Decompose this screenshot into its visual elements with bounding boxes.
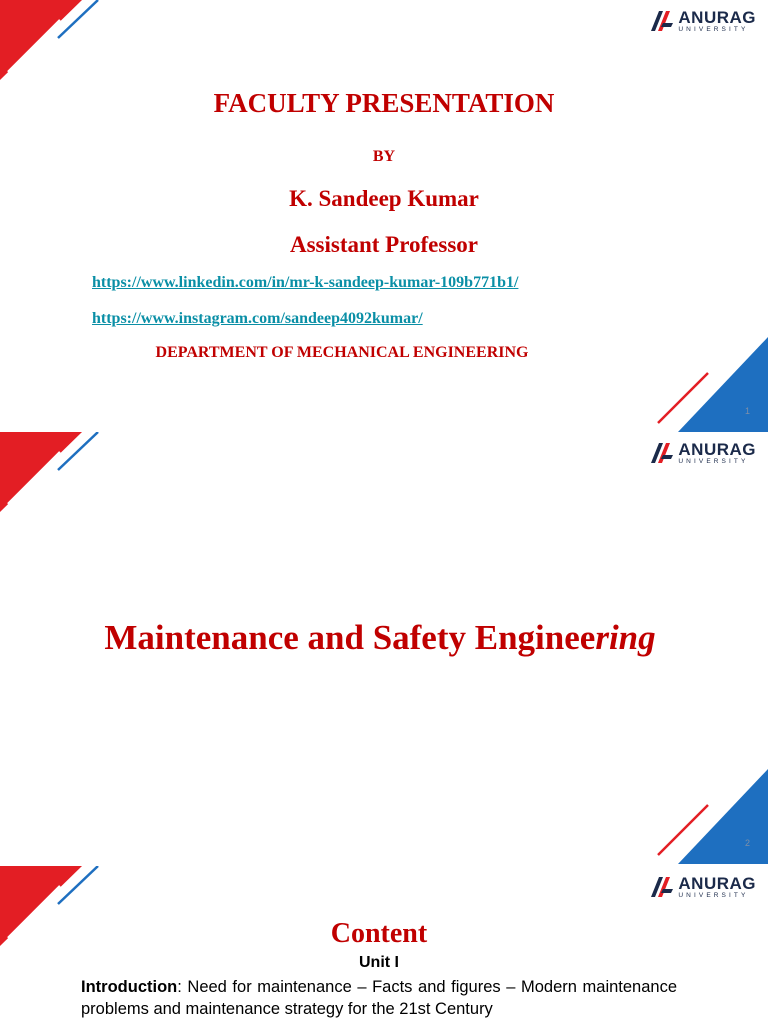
logo-name: ANURAG: [678, 7, 756, 27]
anurag-logo-icon: [649, 9, 675, 33]
corner-decoration-top-left: [0, 432, 110, 522]
logo-subtitle: UNIVERSITY: [678, 457, 749, 465]
course-title-italic: ring: [595, 618, 656, 657]
corner-decoration-bottom-right: [648, 769, 768, 864]
slide-3: [0, 866, 768, 1024]
presentation-title: FACULTY PRESENTATION: [213, 88, 555, 118]
anurag-university-logo: [649, 6, 756, 36]
corner-decoration-top-left: [0, 0, 110, 90]
page-number: 2: [744, 838, 750, 848]
by-label: BY: [372, 148, 396, 165]
anurag-logo-icon: [649, 441, 675, 465]
slide-1: [0, 0, 768, 432]
presenter-name: K. Sandeep Kumar: [289, 186, 479, 211]
anurag-university-logo: [649, 872, 756, 902]
slide-2: [0, 432, 768, 864]
instagram-link[interactable]: https://www.instagram.com/sandeep4092kumar/: [92, 310, 423, 327]
page-number: 1: [744, 406, 750, 416]
intro-label: Introduction: [81, 978, 178, 996]
logo-subtitle: UNIVERSITY: [678, 891, 749, 899]
intro-text: : Need for maintenance – Facts and figures – Modern maintenance problems and maintenance strategy for the 21st Century: [81, 978, 677, 1018]
unit-heading: Unit I: [359, 954, 399, 971]
logo-subtitle: UNIVERSITY: [678, 25, 749, 33]
presenter-role: Assistant Professor: [289, 232, 479, 257]
department-name: DEPARTMENT OF MECHANICAL ENGINEERING: [155, 344, 529, 361]
course-title-main: Maintenance and Safety Enginee: [104, 618, 596, 657]
course-title: [0, 618, 764, 658]
logo-name: ANURAG: [678, 873, 756, 893]
logo-name: ANURAG: [678, 439, 756, 459]
anurag-logo-icon: [649, 875, 675, 899]
anurag-university-logo: [649, 438, 756, 468]
corner-decoration-bottom-right: [648, 337, 768, 432]
unit-description: [81, 976, 677, 1020]
linkedin-link[interactable]: https://www.linkedin.com/in/mr-k-sandeep-kumar-109b771b1/: [92, 274, 519, 291]
content-title: Content: [330, 918, 428, 949]
